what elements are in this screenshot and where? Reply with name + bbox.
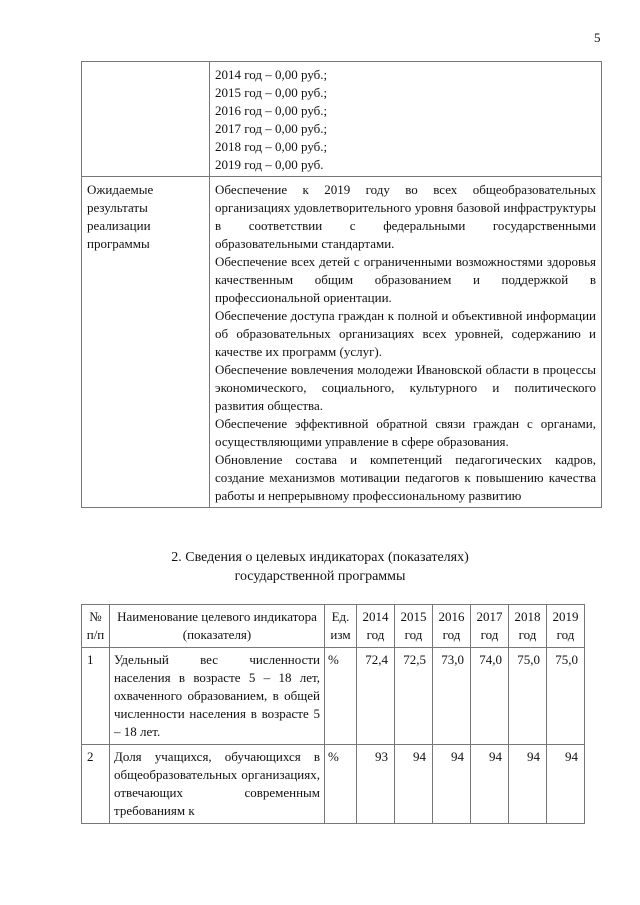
header-year-2019: 2019 год bbox=[547, 605, 585, 648]
table-row bbox=[82, 648, 585, 745]
section-title-line: 2. Сведения о целевых индикаторах (показателях) bbox=[171, 550, 469, 565]
header-year-2014: 2014 год bbox=[357, 605, 395, 648]
expected-result-item: Обеспечение эффективной обратной связи граждан с органами, осуществляющими управление в сфере образования. bbox=[215, 416, 596, 449]
row-num: 2 bbox=[82, 745, 110, 824]
expected-result-item: Обеспечение вовлечения молодежи Ивановской области в процессы экономического, социального, культурного и политического развития общества. bbox=[215, 362, 596, 413]
section-title bbox=[0, 548, 640, 586]
funding-line: 2019 год – 0,00 руб. bbox=[215, 157, 324, 172]
row-value-2017: 74,0 bbox=[471, 648, 509, 745]
row-unit: % bbox=[325, 648, 357, 745]
row-indicator-name: Доля учащихся, обучающихся в общеобразовательных организациях, отвечающих современным требованиям к bbox=[110, 745, 325, 824]
row-value-2016: 73,0 bbox=[433, 648, 471, 745]
row-value-2015: 72,5 bbox=[395, 648, 433, 745]
funding-line: 2018 год – 0,00 руб.; bbox=[215, 139, 328, 154]
header-year-2016: 2016 год bbox=[433, 605, 471, 648]
expected-results-cell bbox=[210, 177, 602, 508]
table-row bbox=[82, 745, 585, 824]
funding-label-cell bbox=[82, 62, 210, 177]
row-value-2018: 94 bbox=[509, 745, 547, 824]
row-num: 1 bbox=[82, 648, 110, 745]
row-value-2019: 75,0 bbox=[547, 648, 585, 745]
funding-line: 2017 год – 0,00 руб.; bbox=[215, 121, 328, 136]
page-number: 5 bbox=[594, 30, 601, 45]
expected-result-item: Обновление состава и компетенций педагогических кадров, создание механизмов мотивации педагогов к повышению качества работы и непрерывному профессиональному развитию bbox=[215, 452, 596, 503]
row-unit: % bbox=[325, 745, 357, 824]
funding-line: 2014 год – 0,00 руб.; bbox=[215, 67, 328, 82]
expected-result-item: Обеспечение доступа граждан к полной и объективной информации об образовательных организациях всех уровней, содержанию и качестве их программ (услуг). bbox=[215, 308, 596, 359]
section-title-line: государственной программы bbox=[234, 569, 406, 584]
row-value-2014: 72,4 bbox=[357, 648, 395, 745]
row-value-2017: 94 bbox=[471, 745, 509, 824]
program-passport-table bbox=[81, 61, 602, 508]
expected-results-label: Ожидаемые результаты реализации программы bbox=[82, 177, 210, 508]
row-value-2016: 94 bbox=[433, 745, 471, 824]
header-num: № п/п bbox=[82, 605, 110, 648]
header-year-2017: 2017 год bbox=[471, 605, 509, 648]
funding-line: 2016 год – 0,00 руб.; bbox=[215, 103, 328, 118]
funding-line: 2015 год – 0,00 руб.; bbox=[215, 85, 328, 100]
funding-values-cell bbox=[210, 62, 602, 177]
expected-result-item: Обеспечение к 2019 году во всех общеобразовательных организациях удовлетворительного уровня базовой инфраструктуры в соответствии с федеральными государственными образовательными стандартами. bbox=[215, 182, 596, 251]
funding-row bbox=[82, 62, 602, 177]
header-year-2018: 2018 год bbox=[509, 605, 547, 648]
row-value-2019: 94 bbox=[547, 745, 585, 824]
row-indicator-name: Удельный вес численности населения в возрасте 5 – 18 лет, охваченного образованием, в общей численности населения в возрасте 5 – 18 лет. bbox=[110, 648, 325, 745]
row-value-2018: 75,0 bbox=[509, 648, 547, 745]
row-value-2014: 93 bbox=[357, 745, 395, 824]
expected-results-row bbox=[82, 177, 602, 508]
expected-result-item: Обеспечение всех детей с ограниченными возможностями здоровья качественным общим образованием и поддержкой в профессиональной ориентации. bbox=[215, 254, 596, 305]
row-value-2015: 94 bbox=[395, 745, 433, 824]
header-year-2015: 2015 год bbox=[395, 605, 433, 648]
indicators-header-row bbox=[82, 605, 585, 648]
header-name: Наименование целевого индикатора (показателя) bbox=[110, 605, 325, 648]
indicators-table bbox=[81, 604, 585, 824]
header-unit: Ед. изм bbox=[325, 605, 357, 648]
